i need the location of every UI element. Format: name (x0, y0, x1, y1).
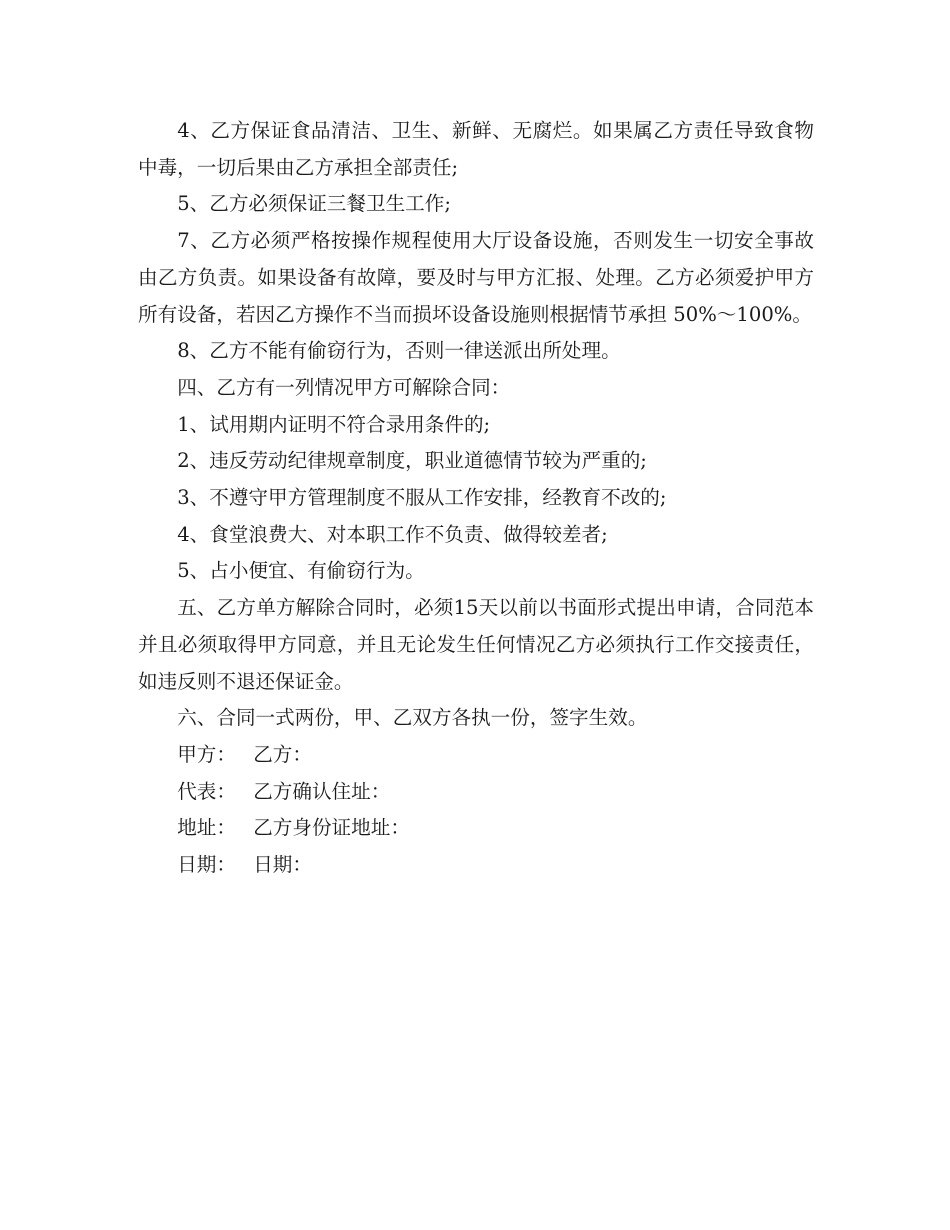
termination-item-2: 2、违反劳动纪律规章制度，职业道德情节较为严重的; (177, 449, 647, 473)
clause-equipment-use: 7、乙方必须严格按操作规程使用大厅设备设施，否则发生一切安全事故由乙方负责。如果设备有故障，要及时与甲方汇报、处理。乙方必须爱护甲方所有设备，若因乙方操作不当而损坏设备设施则根据情节承担 50%～100%。 (138, 229, 814, 326)
clause-no-theft: 8、乙方不能有偷窃行为，否则一律送派出所处理。 (177, 339, 621, 363)
section-four-heading: 四、乙方有一列情况甲方可解除合同： (177, 375, 511, 399)
signature-row-representative (138, 774, 814, 811)
party-b-date-label: 日期： (253, 853, 312, 877)
address-label: 地址： (177, 816, 236, 840)
termination-item-3: 3、不遵守甲方管理制度不服从工作安排，经教育不改的; (177, 486, 667, 510)
section-six-copies: 六、合同一式两份，甲、乙双方各执一份，签字生效。 (177, 706, 648, 730)
party-a-label: 甲方： (177, 742, 236, 766)
representative-label: 代表： (177, 779, 236, 803)
party-b-address-label: 乙方确认住址： (253, 779, 391, 803)
contract-page (138, 113, 814, 884)
signature-row-address (138, 810, 814, 847)
party-b-label: 乙方： (253, 742, 312, 766)
signature-row-date (138, 847, 814, 884)
party-b-id-address-label: 乙方身份证地址： (253, 816, 410, 840)
section-five-unilateral-termination: 五、乙方单方解除合同时，必须15天以前以书面形式提出申请，合同范本并且必须取得甲方同意，并且无论发生任何情况乙方必须执行工作交接责任，如违反则不退还保证金。 (138, 596, 814, 693)
clause-food-safety: 4、乙方保证食品清洁、卫生、新鲜、无腐烂。如果属乙方责任导致食物中毒，一切后果由乙方承担全部责任; (138, 119, 814, 179)
termination-item-1: 1、试用期内证明不符合录用条件的; (177, 412, 491, 436)
party-a-date-label: 日期： (177, 853, 236, 877)
termination-item-5: 5、占小便宜、有偷窃行为。 (177, 559, 425, 583)
termination-item-4: 4、食堂浪费大、对本职工作不负责、做得较差者; (177, 522, 608, 546)
clause-meal-hygiene: 5、乙方必须保证三餐卫生工作; (177, 192, 451, 216)
signature-row-parties (138, 737, 814, 774)
